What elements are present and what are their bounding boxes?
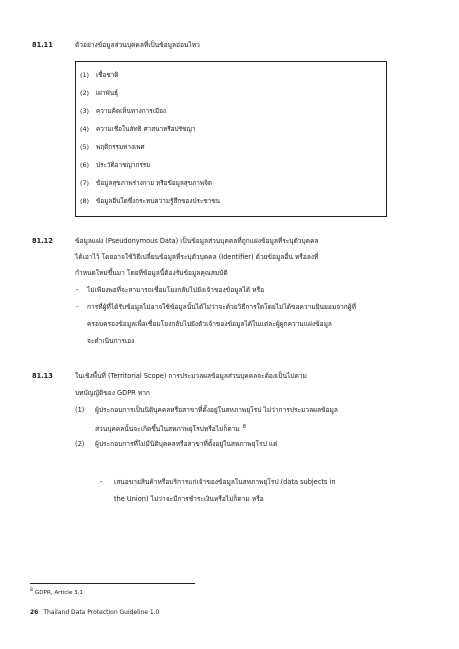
section-number-81-12: 81.12	[32, 237, 53, 245]
paragraph-line: ในเชิงพื้นที่ (Territorial Scope) การประมวลผลข้อมูลส่วนบุคคลจะต้องเป็นไปตาม	[75, 372, 307, 380]
item-line: the Union) ไม่ว่าจะมีการชำระเงินหรือไม่ก็ตาม หรือ	[114, 495, 264, 503]
list-item: (3) ความคิดเห็นทางการเมือง	[80, 107, 167, 115]
list-item: (6) ประวัติอาชญากรรม	[80, 161, 151, 169]
bullet-dash: -	[100, 478, 103, 486]
page-number: 26	[30, 609, 39, 616]
list-item: (8) ข้อมูลอื่นใดซึ่งกระทบความรู้สึกของประชาชน	[80, 197, 221, 205]
bullet-line: ไม่เพียงพอที่จะสามารถเชื่อมโยงกลับไปยังเจ้าของข้อมูลได้ หรือ	[87, 286, 265, 294]
list-item: (5) พฤติกรรมทางเพศ	[80, 143, 145, 151]
page-footer	[30, 609, 159, 616]
list-item: (4) ความเชื่อในลัทธิ ศาสนาหรือปรัชญา	[80, 125, 196, 133]
item-number: (1)	[75, 406, 85, 414]
paragraph-line: กำหนดใหม่ขึ้นมา โดยที่ข้อมูลนี้ต้องรับข้อมูลคุณสมบัติ	[75, 269, 228, 277]
sensitive-data-box	[75, 61, 387, 217]
footnote-mark: 8	[30, 588, 33, 593]
footnote-text: GDPR, Article 3.1	[34, 589, 83, 596]
section-number-81-13: 81.13	[32, 372, 53, 380]
bullet-line: จะดำเนินการเอง	[87, 337, 135, 345]
item-line: เสนอขายสินค้าหรือบริการแก่เจ้าของข้อมูลในสหภาพยุโรป (data subjects in	[114, 478, 336, 486]
paragraph-line: บทบัญญัติของ GDPR หาก	[75, 389, 150, 397]
footnote-ref: 8	[242, 424, 246, 430]
footnote	[30, 588, 83, 596]
list-item: (1) เชื้อชาติ	[80, 71, 119, 79]
item-line: ผู้ประกอบการที่ไม่มีนิติบุคคลหรือสาขาที่ตั้งอยู่ในสหภาพยุโรป แต่	[95, 440, 278, 448]
footnote-divider	[30, 583, 195, 584]
paragraph-line: ได้เอาไว้ โดยอาจใช้วิธีเปลี่ยนข้อมูลที่ระบุตัวบุคคล (Identifier) ด้วยข้อมูลอื่น หรือลงที่	[75, 253, 319, 261]
list-item: (7) ข้อมูลสุขภาพร่างกาย หรือข้อมูลสุขภาพจิต	[80, 179, 212, 187]
item-line: ส่วนบุคคลนั้นจะเกิดขึ้นในสหภาพยุโรปหรือไม่ก็ตาม $^8$	[95, 424, 246, 434]
section-heading-81-11: ตัวอย่างข้อมูลส่วนบุคคลที่เป็นข้อมูลอ่อนไหว	[75, 41, 200, 49]
bullet-line: ครอบครองข้อมูลเพื่อเชื่อมโยงกลับไปยังตัวเจ้าของข้อมูลได้ในแต่ละผู้ผูกความแฝงข้อมูล	[87, 320, 332, 328]
bullet-line: การที่ผู้ที่ได้รับข้อมูลไม่อาจใช้ข้อมูลนั้นได้ไม่ว่าจะด้วยวิธีการใดโดยไม่ได้ขอความยินยอมจากผู้ที่	[87, 303, 356, 311]
item-number: (2)	[75, 440, 85, 448]
bullet-dash: -	[76, 286, 79, 294]
section-number-81-11: 81.11	[32, 41, 53, 49]
footer-title: Thailand Data Protection Guideline 1.0	[43, 609, 160, 616]
list-item: (2) เผ่าพันธุ์	[80, 89, 118, 97]
item-line: ผู้ประกอบการเป็นนิติบุคคลหรือสาขาที่ตั้งอยู่ในสหภาพยุโรป ไม่ว่าการประมวลผลข้อมูล	[95, 406, 338, 414]
bullet-dash: -	[76, 303, 79, 311]
paragraph-line: ข้อมูลแฝง (Pseudonymous Data) เป็นข้อมูลส่วนบุคคลที่ถูกแฝงข้อมูลที่ระบุตัวบุคคล	[75, 237, 319, 245]
